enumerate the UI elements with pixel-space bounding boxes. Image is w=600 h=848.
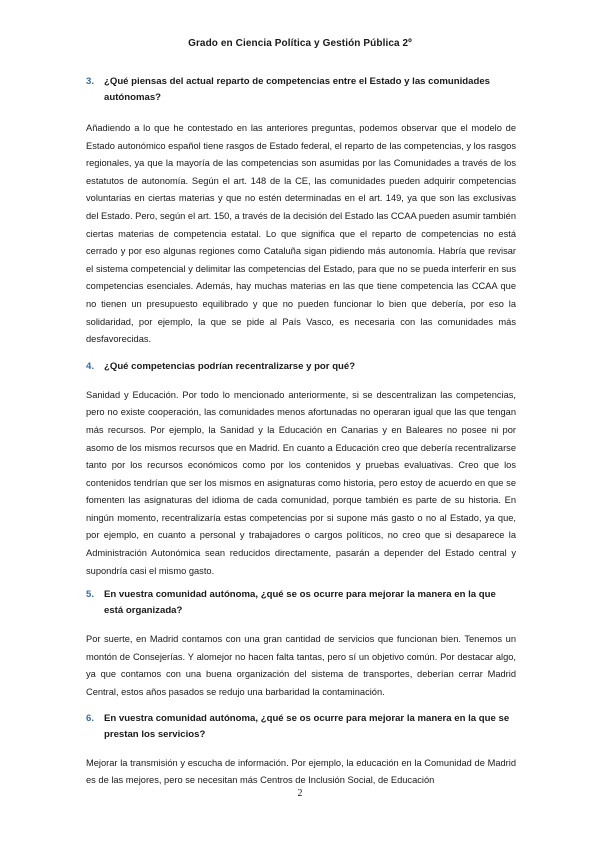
question-text: En vuestra comunidad autónoma, ¿qué se os ocurre para mejorar la manera en la que está organizada? [104, 589, 496, 617]
question-number: 5. [86, 589, 95, 601]
question-heading [86, 359, 516, 375]
document-body [86, 74, 516, 790]
page-header: Grado en Ciencia Política y Gestión Pública 2º [188, 38, 412, 49]
page-number: 2 [297, 788, 303, 799]
question-number: 3. [86, 76, 95, 87]
question-text: ¿Qué piensas del actual reparto de competencias entre el Estado y las comunidades autónomas? [104, 76, 491, 103]
answer-paragraph: Sanidad y Educación. Por todo lo mencionado anteriormente, si se descentralizan las competencias, pero no existe cooperación, las comunidades menos afortunadas no operaran igual que las que tengan más recursos. Por ejemplo, la Sanidad y la Educación en Canarias y en Baleares no posee ni por asomo de los mismos recursos que en Madrid. En cuanto a Educación creo que debería recentralizarse tanto por los recursos económicos como por los contenidos y pruebas evaluativas. Creo que los contenidos tendrían que ser los mismos en asignaturas como historia, pero estoy de acuerdo en que se fomenten las asignaturas del idioma de cada comunidad, porque también es parte de su historia. En ningún momento, recentralizaría estas competencias por si supone más gasto o no al Estado, ya que, por ejemplo, en cuanto a personal y trabajadores o cargos políticos, no creo que si desaparece la Administración Autonómica sean reducidos directamente, pasarán a depender del Estado central y supondría casi el mismo gasto. [86, 389, 516, 576]
answer-paragraph: Añadiendo a lo que he contestado en las anteriores preguntas, podemos observar que el modelo de Estado autonómico español tiene rasgos de Estado federal, el reparto de las competencias, y los rasgos regionales, ya que la mayoría de las competencias son asumidas por las Comunidades a través de los estatutos de autonomía. Según el art. 148 de la CE, las comunidades pueden adquirir competencias voluntarias en ciertas materias y que no estén determinadas en el art. 149, ya que son las exclusivas del Estado. Pero, según el art. 150, a través de la decisión del Estado las CCAA pueden asumir también ciertas materias de competencia estatal. Lo que significa que el reparto de competencias no está cerrado y por eso algunas regiones como Cataluña sigan pidiendo más autonomía. Habría que revisar el sistema competencial y delimitar las competencias del Estado, para que no se pueda interferir en sus competencias esenciales. Además, hay muchas materias en las que tiene competencia las CCAA que no tienen un presupuesto equilibrado y que no pueden funcionar lo bien que debería, por eso la solidaridad, por ejemplo, la que se pide al País Vasco, es necesaria con las comunidades más desfavorecidas. [86, 123, 516, 345]
question-heading [86, 711, 516, 743]
question-text: ¿Qué competencias podrían recentralizarse y por qué? [104, 360, 356, 372]
question-text: En vuestra comunidad autónoma, ¿qué se os ocurre para mejorar la manera en la que se prestan los servicios? [104, 712, 510, 740]
answer-paragraph: Por suerte, en Madrid contamos con una gran cantidad de servicios que funcionan bien. Tenemos un montón de Consejerías. Y alomejor no hacen falta tantas, pero sí un objetivo común. Por destacar algo, ya que contamos con una buena organización del sistema de transportes, deberían cerrar Madrid Central, estos años pasados se redujo una barbaridad la contaminación. [86, 634, 516, 698]
question-heading [86, 587, 516, 619]
question-number: 4. [86, 360, 95, 372]
answer-paragraph: Mejorar la transmisión y escucha de información. Por ejemplo, la educación en la Comunidad de Madrid es de las mejores, pero se necesitan más Centros de Inclusión Social, de Educación [86, 757, 516, 786]
question-number: 6. [86, 712, 95, 724]
question-heading [86, 74, 516, 106]
